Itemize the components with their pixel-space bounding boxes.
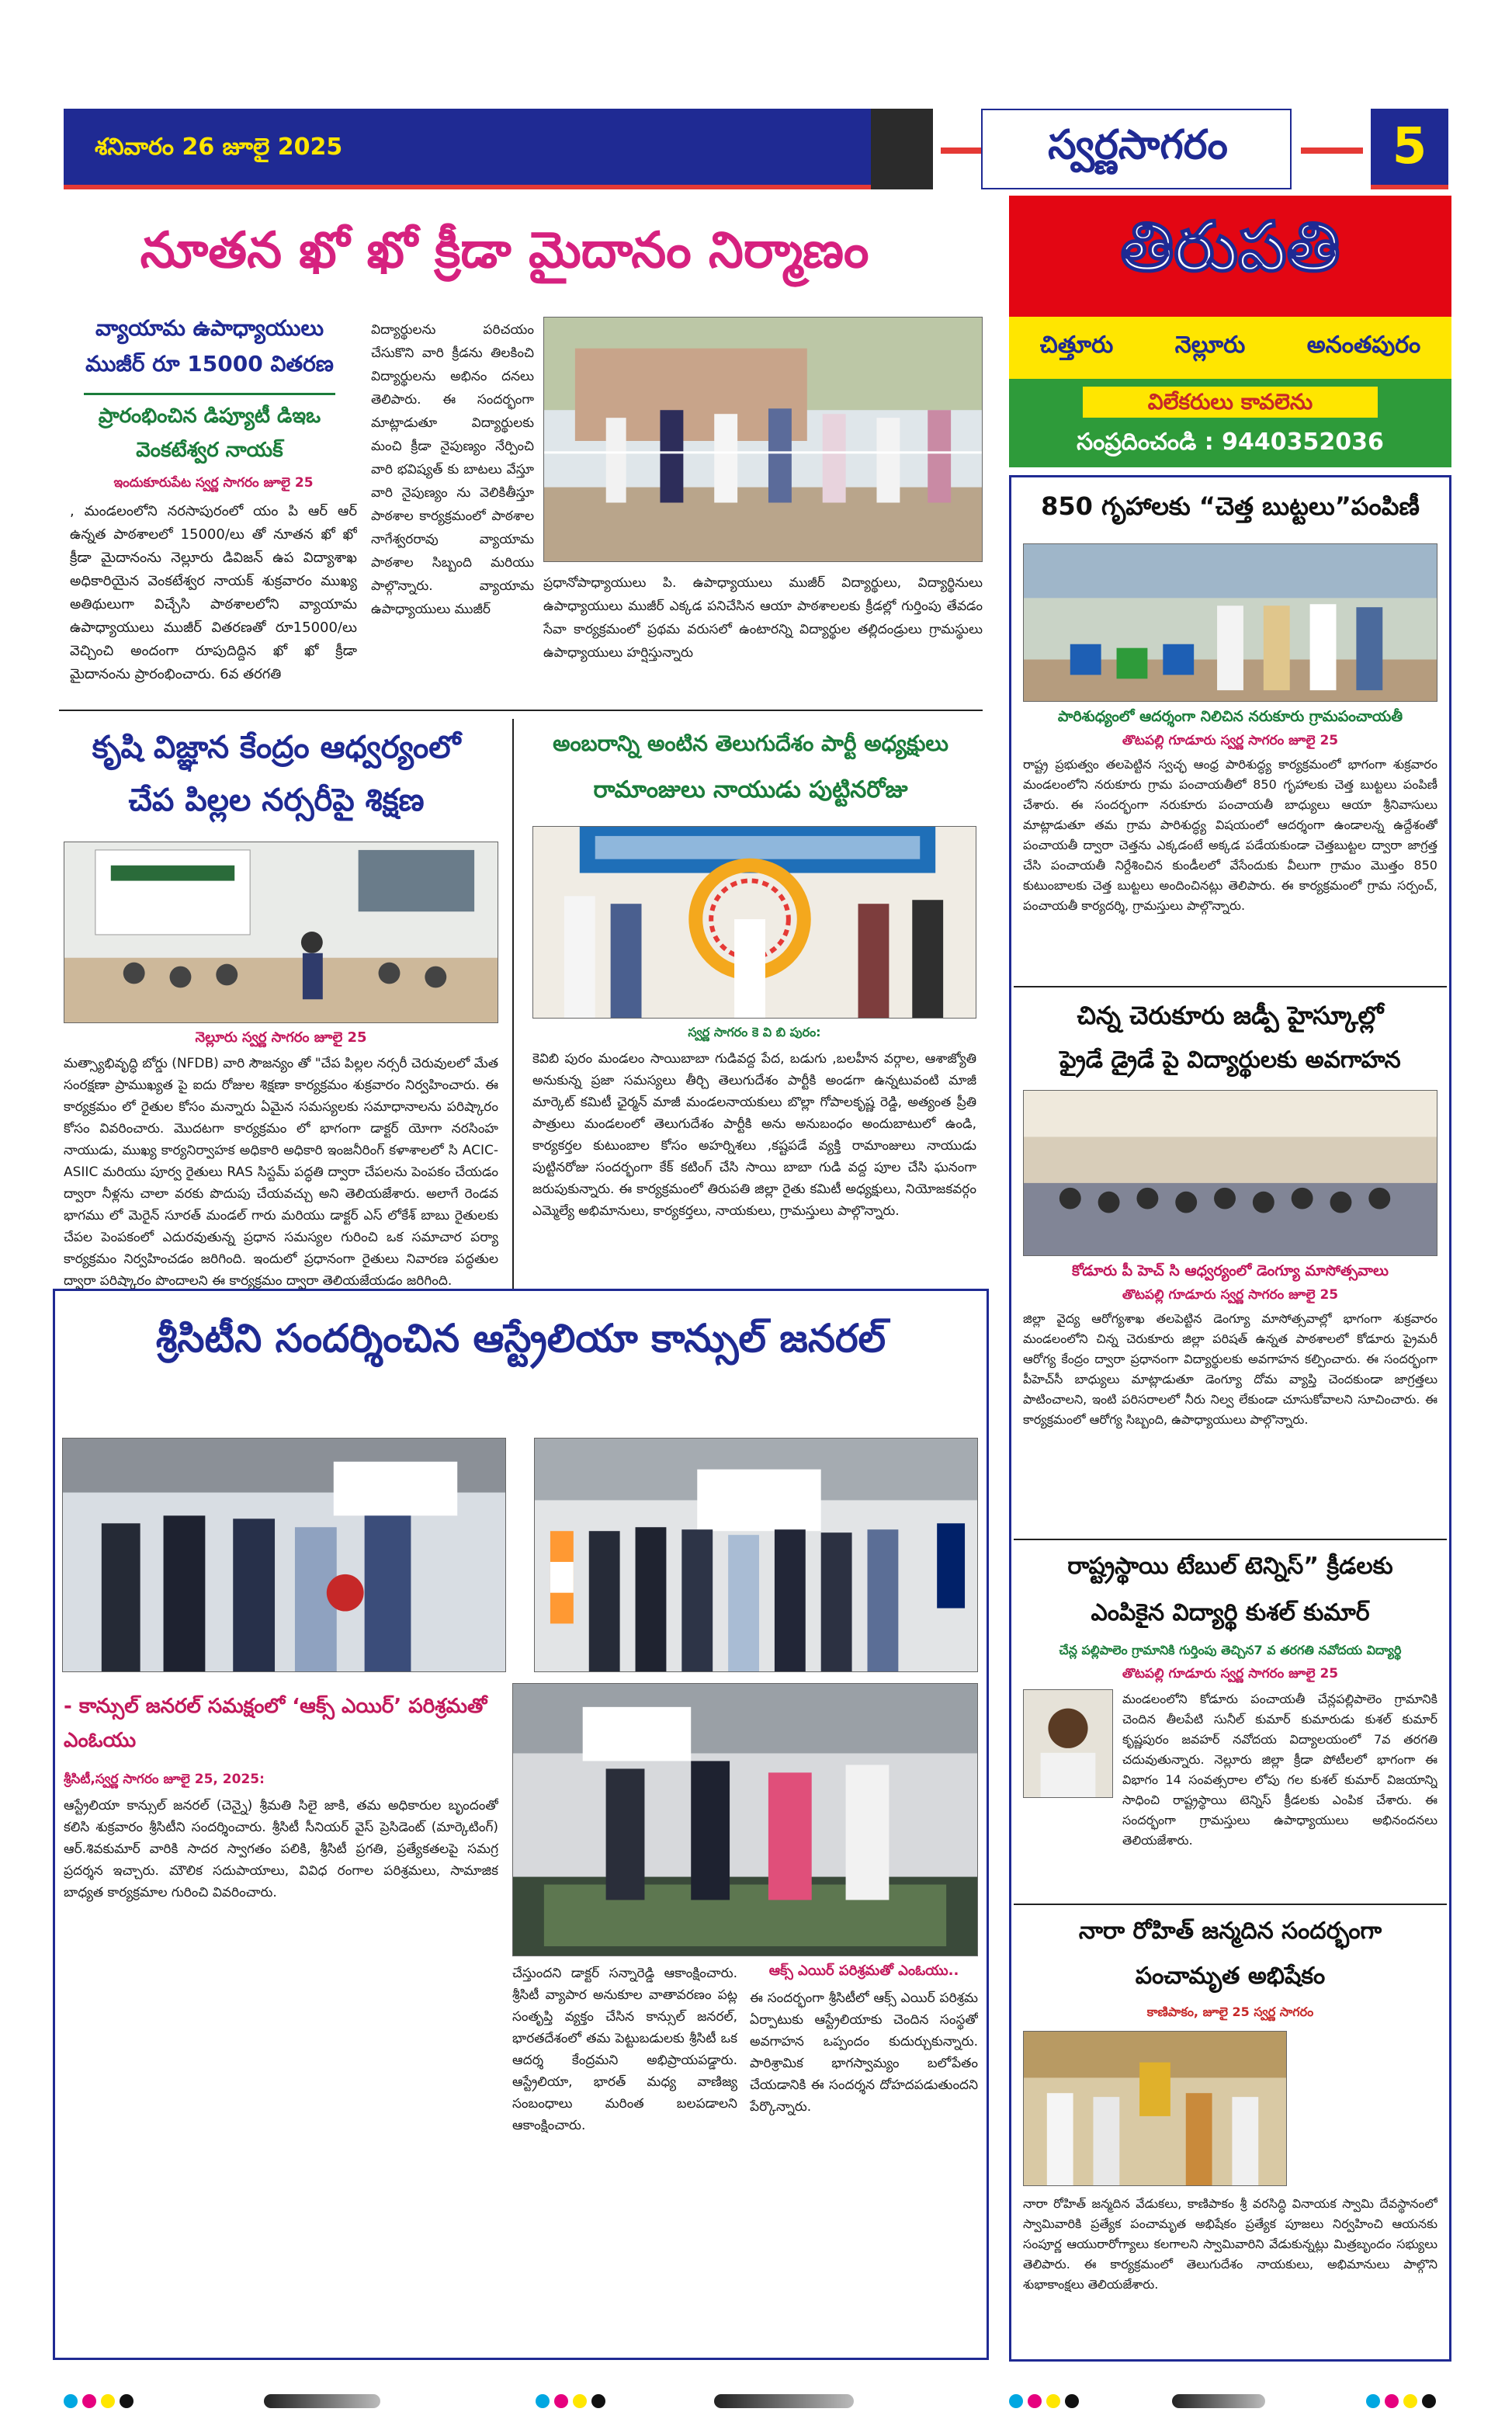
article4-dateline: తొటపల్లి గూడూరు స్వర్ణ సాగరం జూలై 25 bbox=[1122, 733, 1339, 748]
article8-headline: శ్రీసిటీని సందర్శించిన ఆస్ట్రేలియా కాన్సుల్ జనరల్ bbox=[155, 1316, 886, 1361]
district-3: అనంతపురం bbox=[1306, 331, 1421, 359]
article6-subhead: చేన్ల పల్లిపాలెం గ్రామానికి గుర్తింపు తెచ్చిన7 వ తరగతి నవోదయ విద్యార్థి bbox=[1059, 1643, 1402, 1657]
page-number: 5 bbox=[1392, 118, 1427, 175]
article1-sub2: ప్రారంభించిన డిప్యూటీ డిఇఒ వెంకటేశ్వర నాయక్ bbox=[98, 404, 321, 462]
article1-dateline: ఇందుకూరుపేట స్వర్ణ సాగరం జూలై 25 bbox=[113, 475, 314, 491]
page-number-box bbox=[1371, 109, 1448, 189]
reg-dot-magenta-4 bbox=[1385, 2394, 1399, 2408]
article1-headline: నూతన ఖో ఖో క్రీడా మైదానం నిర్మాణం bbox=[140, 222, 869, 279]
reg-dot-black-4 bbox=[1422, 2394, 1436, 2408]
tirupati-notice-bar bbox=[1009, 379, 1451, 467]
reg-dot-cyan-2 bbox=[536, 2394, 550, 2408]
reg-dot-yellow bbox=[101, 2394, 115, 2408]
reg-dot-yellow-4 bbox=[1403, 2394, 1417, 2408]
article4-headline: 850 గృహాలకు “చెత్త బుట్టలు”పంపిణీ bbox=[1041, 491, 1420, 521]
tirupati-contact: సంప్రదించండి : 9440352036 bbox=[1077, 429, 1384, 456]
reg-dot-magenta-2 bbox=[554, 2394, 568, 2408]
article5-headline-2: ఫ్రైడే డ్రైడే పై విద్యార్థులకు అవగాహన bbox=[1059, 1046, 1401, 1074]
article6-headline-2: ఎంపికైన విద్యార్థి కుశల్ కుమార్ bbox=[1091, 1599, 1370, 1626]
school-awareness-photo bbox=[1024, 1091, 1437, 1255]
article1-sub1: వ్యాయామ ఉపాధ్యాయులు ముజీర్ రూ 15000 వితరణ bbox=[85, 315, 334, 377]
article4-body: రాష్ట్ర ప్రభుత్వం తలపెట్టిన స్వచ్ఛ ఆంధ్ర పారిశుద్ధ్య కార్యక్రమంలో భాగంగా శుక్రవారం మండలంలోని నరుకూరు గ్రామ పంచాయతీలో 850 గృహాలకు చెత్త బుట్టలు పంపిణీ చేశారు. ఈ సందర్భంగా నరుకూరు పంచాయతీ బాధ్యులు ఆయా శ్రీనివాసులు మాట్లాడుతూ తమ గ్రామ పారిశుద్ధ్య విషయంలో ఆదర్శంగా ఉండాలన్న ఉద్దేశంతో పంచాయతీ ద్వారా చెత్తను ఎక్కడంటే అక్కడ పడేయకుండా చెత్తబుట్టల ద్వారా జాగ్రత్త చేసి పంచాయతీ నిర్దేశించిన కుండీలలో వేసేందుకు వీలుగా గ్రామం మొత్తం 850 కుటుంబాలకు చెత్త బుట్టలు అందించినట్లు తెలిపారు. ఈ కార్యక్రమంలో గ్రామ సర్పంచ్, పంచాయతీ కార్యదర్శి, గ్రామస్తులు పాల్గొన్నారు. bbox=[1023, 757, 1437, 913]
paper-name: స్వర్ణసాగరం bbox=[1048, 121, 1228, 168]
article8-dateline: శ్రీసిటీ,స్వర్ణ సాగరం జూలై 25, 2025: bbox=[64, 1772, 265, 1787]
article5-photo bbox=[1023, 1090, 1437, 1256]
article8-subhead: - కాన్సుల్ జనరల్ సమక్షంలో ‘ఆక్స్ ఎయిర్’ పరిశ్రమతో ఎంఓయు bbox=[64, 1695, 487, 1752]
article1-col3: ప్రధానోపాధ్యాయులు పి. ఉపాధ్యాయులు ముజీర్ విద్యార్థులు, విద్యార్థినులు ఉపాధ్యాయులు ముజీర్ ఎక్కడ పనిచేసిన ఆయా పాఠశాలలకు క్రీడల్లో గుర్తింపు తేవడం సేవా కార్యక్రమంలో ప్రథమ వరుసలో ఉంటారన్ని విద్యార్థుల తల్లిదండ్రులు గ్రామస్థులు ఉపాధ్యాయులు హర్షిస్తున్నారు bbox=[543, 575, 983, 661]
khokho-inauguration-photo bbox=[544, 318, 982, 561]
article1-col2: విద్యార్థులను పరిచయం చేసుకొని వారి క్రీడను తిలకించి విద్యార్థులను అభినం దనలు తెలిపారు. ఈ సందర్భంగా మాట్లాడుతూ విద్యార్థులకు మంచి క్రీడా నైపుణ్యం నేర్పించి వారి భవిష్యత్ కు బాటలు వేస్తూ వారి నైపుణ్యం ను వెలికితీస్తూ పాఠశాల కార్యక్రమంలో పాఠశాల నాగేశ్వరరావు వ్యాయామ పాఠశాల సిబ్బంది మరియు పాల్గొన్నారు. వ్యాయామ ఉపాధ్యాయులు ముజీర్ bbox=[371, 322, 534, 617]
article8-body1: ఆస్ట్రేలియా కాన్సుల్ జనరల్ (చెన్నై) శ్రీమతి సిలై జాకి, తమ అధికారుల బృందంతో కలిసి శుక్రవారం శ్రీసిటీని సందర్శించారు. శ్రీసిటీ సీనియర్ వైస్ ప్రెసిడెంట్ (మార్కెటింగ్) ఆర్.శివకుమార్ వారికి సాదర స్వాగతం పలికి, శ్రీసిటీ ప్రగతి, ప్రత్యేకతలపై సమగ్ర ప్రదర్శన ఇచ్చారు. మౌలిక సదుపాయాలు, వివిధ రంగాల పరిశ్రమలు, సామాజిక బాధ్యత కార్యక్రమాల గురించి వివరించారు. bbox=[64, 1798, 498, 1900]
article7-dateline: కాణిపాకం, జూలై 25 స్వర్ణ సాగరం bbox=[1146, 2004, 1314, 2019]
divider-a1 bbox=[59, 710, 983, 711]
registration-bar-1 bbox=[264, 2394, 380, 2409]
newspaper-logo bbox=[981, 109, 1292, 189]
article8-photo-3 bbox=[512, 1683, 978, 1956]
article7-body: నారా రోహిత్ జన్మదిన వేడుకలు, కాణిపాకం శ్రీ వరసిద్ధి వినాయక స్వామి దేవస్థానంలో స్వామివారికి ప్రత్యేక పంచామృత అభిషేకం ప్రత్యేక పూజలు నిర్వహించి ఆయనకు సంపూర్ణ ఆయురారోగ్యాలు కలగాలని స్వామివారిని వేడుకున్నట్లు మిత్రబృందం సభ్యులు తెలిపారు. ఈ కార్యక్రమంలో తెలుగుదేశం నాయకులు, అభిమానులు పాల్గొని శుభాకాంక్షలు తెలియజేశారు. bbox=[1023, 2196, 1437, 2292]
article5-dateline: తొటపల్లి గూడూరు స్వర్ణ సాగరం జూలై 25 bbox=[1122, 1287, 1339, 1303]
temple-abhishekam-photo bbox=[1024, 2032, 1286, 2185]
masthead-divider bbox=[871, 109, 933, 189]
district-1: చిత్తూరు bbox=[1039, 331, 1114, 359]
reg-dot-black bbox=[120, 2394, 134, 2408]
tirupati-districts-bar bbox=[1009, 317, 1451, 379]
article2-headline-1: కృషి విజ్ఞాన కేంద్రం ఆధ్వర్యంలో bbox=[92, 730, 461, 765]
article4-caption: పారిశుధ్యంలో ఆదర్శంగా నిలిచిన నరుకూరు గ్రామపంచాయతీ bbox=[1057, 708, 1403, 725]
tirupati-title: తిరుపతి bbox=[1120, 207, 1340, 286]
divider-r2 bbox=[1014, 1539, 1447, 1540]
reg-dot-black-2 bbox=[591, 2394, 605, 2408]
registration-marks-3 bbox=[1009, 2394, 1084, 2411]
article3-body: కెవిబి పురం మండలం సాయిబాబా గుడివద్ద పేద, బడుగు ,బలహీన వర్గాల, ఆశాజ్యోతి అనుకున్న ప్రజా సమస్యలు తీర్చి తెలుగుదేశం పార్టీకి అండగా ఉన్నటువంటి మాజీ మార్కెట్ కమిటీ ఛైర్మన్ మాజీ మండలనాయకులు బొల్లా గోపాలకృష్ణ రెడ్డి, అత్యంత ప్రీతి పాత్రులు మండలంలో తెలుగుదేశం పార్టీకి అను అనుబంధం అందుబాటులో ఉండి, కార్యకర్తల కుటుంబాల కోసం అహర్నిశలు ,కష్టపడే వ్యక్తి రామాంజులు నాయుడు పుట్టినరోజు సందర్భంగా కేక్ కటింగ్ చేసి సాయి బాబా గుడి వద్ద పూల చేసి ఘనంగా జరుపుకున్నారు. ఈ కార్యక్రమంలో తిరుపతి జిల్లా రైతు కమిటీ అధ్యక్షులు, నియోజకవర్గం ఎమ్మెల్యే అభిమానులు, కార్యకర్తలు, నాయకులు, గ్రామస్తులు పాల్గొన్నారు. bbox=[532, 1051, 976, 1219]
divider-r3 bbox=[1014, 1904, 1447, 1905]
tirupati-box bbox=[1009, 196, 1451, 467]
article8-body2: చేస్తుందని డాక్టర్ సన్నారెడ్డి ఆకాంక్షించారు. శ్రీసిటీ వ్యాపార అనుకూల వాతావరణం పట్ల సంతృప్తి వ్యక్తం చేసిన కాన్సుల్ జనరల్, భారతదేశంలో తమ పెట్టుబడులకు శ్రీసిటీ ఒక ఆదర్శ కేంద్రమని అభిప్రాయపడ్డారు. ఆస్ట్రేలియా, భారత్ మధ్య వాణిజ్య సంబంధాలు మరింత బలపడాలని ఆకాంక్షించారు. bbox=[512, 1966, 737, 2133]
article8-mou-heading: ఆక్స్ ఎయిర్ పరిశ్రమతో ఎంఓయు.. bbox=[768, 1963, 959, 1979]
reg-dot-black-3 bbox=[1065, 2394, 1079, 2408]
reg-dot-magenta bbox=[82, 2394, 96, 2408]
tirupati-notice: విలేకరులు కావలెను bbox=[1083, 387, 1378, 418]
article7-photo bbox=[1023, 2031, 1287, 2186]
student-portrait-photo bbox=[1024, 1690, 1112, 1797]
article6-headline-1: రాష్ట్రస్థాయి టేబుల్ టెన్నిస్” క్రీడలకు bbox=[1067, 1553, 1393, 1580]
registration-marks-2 bbox=[536, 2394, 610, 2411]
article3-photo bbox=[532, 826, 976, 1019]
article5-headline-1: చిన్న చెరుకూరు జడ్పీ హైస్కూల్లో bbox=[1077, 1001, 1384, 1030]
article7-headline-2: పంచామృత అభిషేకం bbox=[1135, 1963, 1326, 1990]
reg-dot-cyan-4 bbox=[1366, 2394, 1380, 2408]
dustbin-distribution-photo bbox=[1024, 544, 1437, 701]
reg-dot-cyan bbox=[64, 2394, 78, 2408]
article5-caption: కోడూరు పీ హెచ్ సి ఆధ్వర్యంలో డెంగ్యూ మాసోత్సవాలు bbox=[1072, 1262, 1389, 1279]
masthead bbox=[64, 109, 1448, 194]
divider-r1 bbox=[1014, 986, 1447, 987]
article8-body3: ఈ సందర్భంగా శ్రీసిటీలో ఆక్స్ ఎయిర్ పరిశ్రమ ఏర్పాటుకు ఆస్ట్రేలియాకు చెందిన సంస్థతో అవగాహన ఒప్పందం కుదుర్చుకున్నారు. పారిశ్రామిక భాగస్వామ్యం బలోపేతం చేయడానికి ఈ సందర్శన దోహదపడుతుందని పేర్కొన్నారు. bbox=[750, 1990, 978, 2115]
article3-headline-2: రామాంజులు నాయుడు పుట్టినరోజు bbox=[593, 776, 908, 803]
article7-headline-1: నారా రోహిత్ జన్మదిన సందర్భంగా bbox=[1078, 1918, 1382, 1945]
masthead-red-rule-right bbox=[1301, 148, 1363, 154]
article3-dateline: స్వర్ణ సాగరం కె వి బి పురం: bbox=[688, 1025, 821, 1039]
article4-photo bbox=[1023, 543, 1437, 702]
article1-col1: , మండలంలోని నరసాపురంలో యం పి ఆర్ ఆర్ ఉన్నత పాఠశాలలో 15000/లు తో నూతన ఖో ఖో క్రీడా మైదానంను నెల్లూరు డివిజన్ ఉప విద్యాశాఖ అధికారియైన వెంకటేశ్వర నాయక్ శుక్రవారం ముఖ్య అతిథులుగా విచ్చేసి పాఠశాలలోని వ్యాయామ ఉపాధ్యాయులు ముజీర్ వితరణతో రూ15000/లు వెచ్చించి అందంగా రూపుదిద్దిన ఖో ఖో క్రీడా మైదానంను ప్రారంభించారు. 6వ తరగతి bbox=[70, 503, 357, 682]
article8-photo-1 bbox=[62, 1438, 506, 1672]
issue-date: శనివారం 26 జూలై 2025 bbox=[95, 134, 343, 161]
registration-bar-2 bbox=[714, 2394, 854, 2409]
reg-dot-yellow-2 bbox=[573, 2394, 587, 2408]
article6-dateline: తొటపల్లి గూడూరు స్వర్ణ సాగరం జూలై 25 bbox=[1122, 1666, 1339, 1682]
article6-photo bbox=[1023, 1689, 1113, 1798]
article2-photo bbox=[64, 842, 498, 1023]
article2-body: మత్స్యాభివృద్ధి బోర్డు (NFDB) వారి సౌజన్యం తో "చేప పిల్లల నర్సరీ చెరువులలో మేత సంరక్షణా ప్రాముఖ్యత పై ఐదు రోజుల శిక్షణా కార్యక్రమం శుక్రవారం నిర్వహించారు. ఈ కార్యక్రమం లో రైతుల కోసం మన్నారు ఏమైన సమస్యలకు సమాధానాలను పరిష్కారం కోసం వివరించారు. మొదటగా కార్యక్రమం లో భాగంగా డాక్టర్ యోగా నరసింహ నాయుడు, ముఖ్య కార్యనిర్వాహక అధికారి అధికారి ఇంజనీరింగ్ కళాశాలలో సి ACIC- ASIIC మరియు పూర్వ రైతులు RAS సిస్టమ్ పద్ధతి ద్వారా చేపలను పెంపకం చేయడం ద్వారా నీళ్లను చాలా వరకు పొదుపు చేయవచ్చు అని తెలియజేశారు. అలాగే రెండవ భాగము లో మెరైన్ సూరత్ మండల్ గారు మరియు డాక్టర్ ఎస్ లోకేశ్ బాబు రైతులకు చేపల పెంపకంలో ఎదురవుతున్న ప్రధాన సమస్యల గురించి ఒక సమాచార పర్యా కార్యక్రమం నిర్వహించడం జరిగింది. ఇందులో ప్రధానంగా రైతులు నివారణ పద్ధతుల ద్వారా పరిష్కారం పొందాలని ఈ కార్యక్రమం ద్వారా తెలియజేయడం జరిగింది. bbox=[64, 1056, 498, 1289]
registration-marks-4 bbox=[1366, 2394, 1441, 2411]
reg-dot-cyan-3 bbox=[1009, 2394, 1023, 2408]
consul-welcome-photo bbox=[63, 1439, 505, 1671]
article2-headline-2: చేప పిల్లల నర్సరీపై శిక్షణ bbox=[128, 783, 425, 818]
article1-photo bbox=[543, 317, 983, 562]
sricity-model-photo bbox=[513, 1684, 977, 1956]
article6-body: మండలంలోని కోడూరు పంచాయతీ చేన్లపల్లిపాలెం గ్రామానికి చెందిన తీలపేటి సునీల్ కుమార్ కుమారుడు కుశల్ కుమార్ కృష్ణపురం జవహర్ నవోదయ విద్యాలయంలో 7వ తరగతి చదువుతున్నారు. నెల్లూరు జిల్లా క్రీడా పోటీలలో భాగంగా ఈ విభాగం 14 సంవత్సరాల లోపు గల కుశల్ కుమార్ విజయాన్ని సాధించి రాష్ట్రస్థాయి టెన్నిస్ క్రీడలకు ఎంపిక చేశారు. ఈ సందర్భంగా గ్రామస్తులు ఉపాధ్యాయులు అభినందనలు తెలియజేశారు. bbox=[1122, 1692, 1437, 1848]
date-bar bbox=[64, 109, 871, 189]
article3-headline-1: అంబరాన్ని అంటిన తెలుగుదేశం పార్టీ అధ్యక్షులు bbox=[553, 731, 948, 756]
article8-photo-2 bbox=[534, 1438, 978, 1672]
tirupati-title-bar bbox=[1009, 196, 1451, 317]
reg-dot-yellow-3 bbox=[1046, 2394, 1060, 2408]
registration-bar-3 bbox=[1172, 2394, 1265, 2409]
birthday-celebration-photo bbox=[533, 827, 976, 1018]
article2-dateline: నెల్లూరు స్వర్ణ సాగరం జూలై 25 bbox=[195, 1029, 367, 1046]
reg-dot-magenta-3 bbox=[1028, 2394, 1042, 2408]
training-hall-photo bbox=[64, 842, 498, 1022]
district-2: నెల్లూరు bbox=[1174, 331, 1246, 359]
registration-marks-1 bbox=[64, 2394, 138, 2411]
consul-group-photo bbox=[535, 1439, 977, 1671]
article1-sub-rule bbox=[84, 393, 335, 395]
article5-body: జిల్లా వైద్య ఆరోగ్యశాఖ తలపెట్టిన డెంగ్యూ మాసోత్సవాల్లో భాగంగా శుక్రవారం మండలంలోని చిన్న చెరుకూరు జిల్లా పరిషత్ ఉన్నత పాఠశాలలో కోడూరు ప్రైమరీ ఆరోగ్య కేంద్రం ద్వారా ప్రధానంగా విద్యార్థులకు అవగాహన కల్పించారు. ఈ సందర్భంగా పీహెచ్‌సీ బాధ్యులు మాట్లాడుతూ డెంగ్యూ దోమ వ్యాప్తి చెందకుండా జాగ్రత్తలు పాటించాలని, ఇంటి పరిసరాలలో నీరు నిల్వ లేకుండా చూసుకోవాలని సూచించారు. ఈ కార్యక్రమంలో ఆరోగ్య సిబ్బంది, ఉపాధ్యాయులు పాల్గొన్నారు. bbox=[1023, 1311, 1437, 1427]
